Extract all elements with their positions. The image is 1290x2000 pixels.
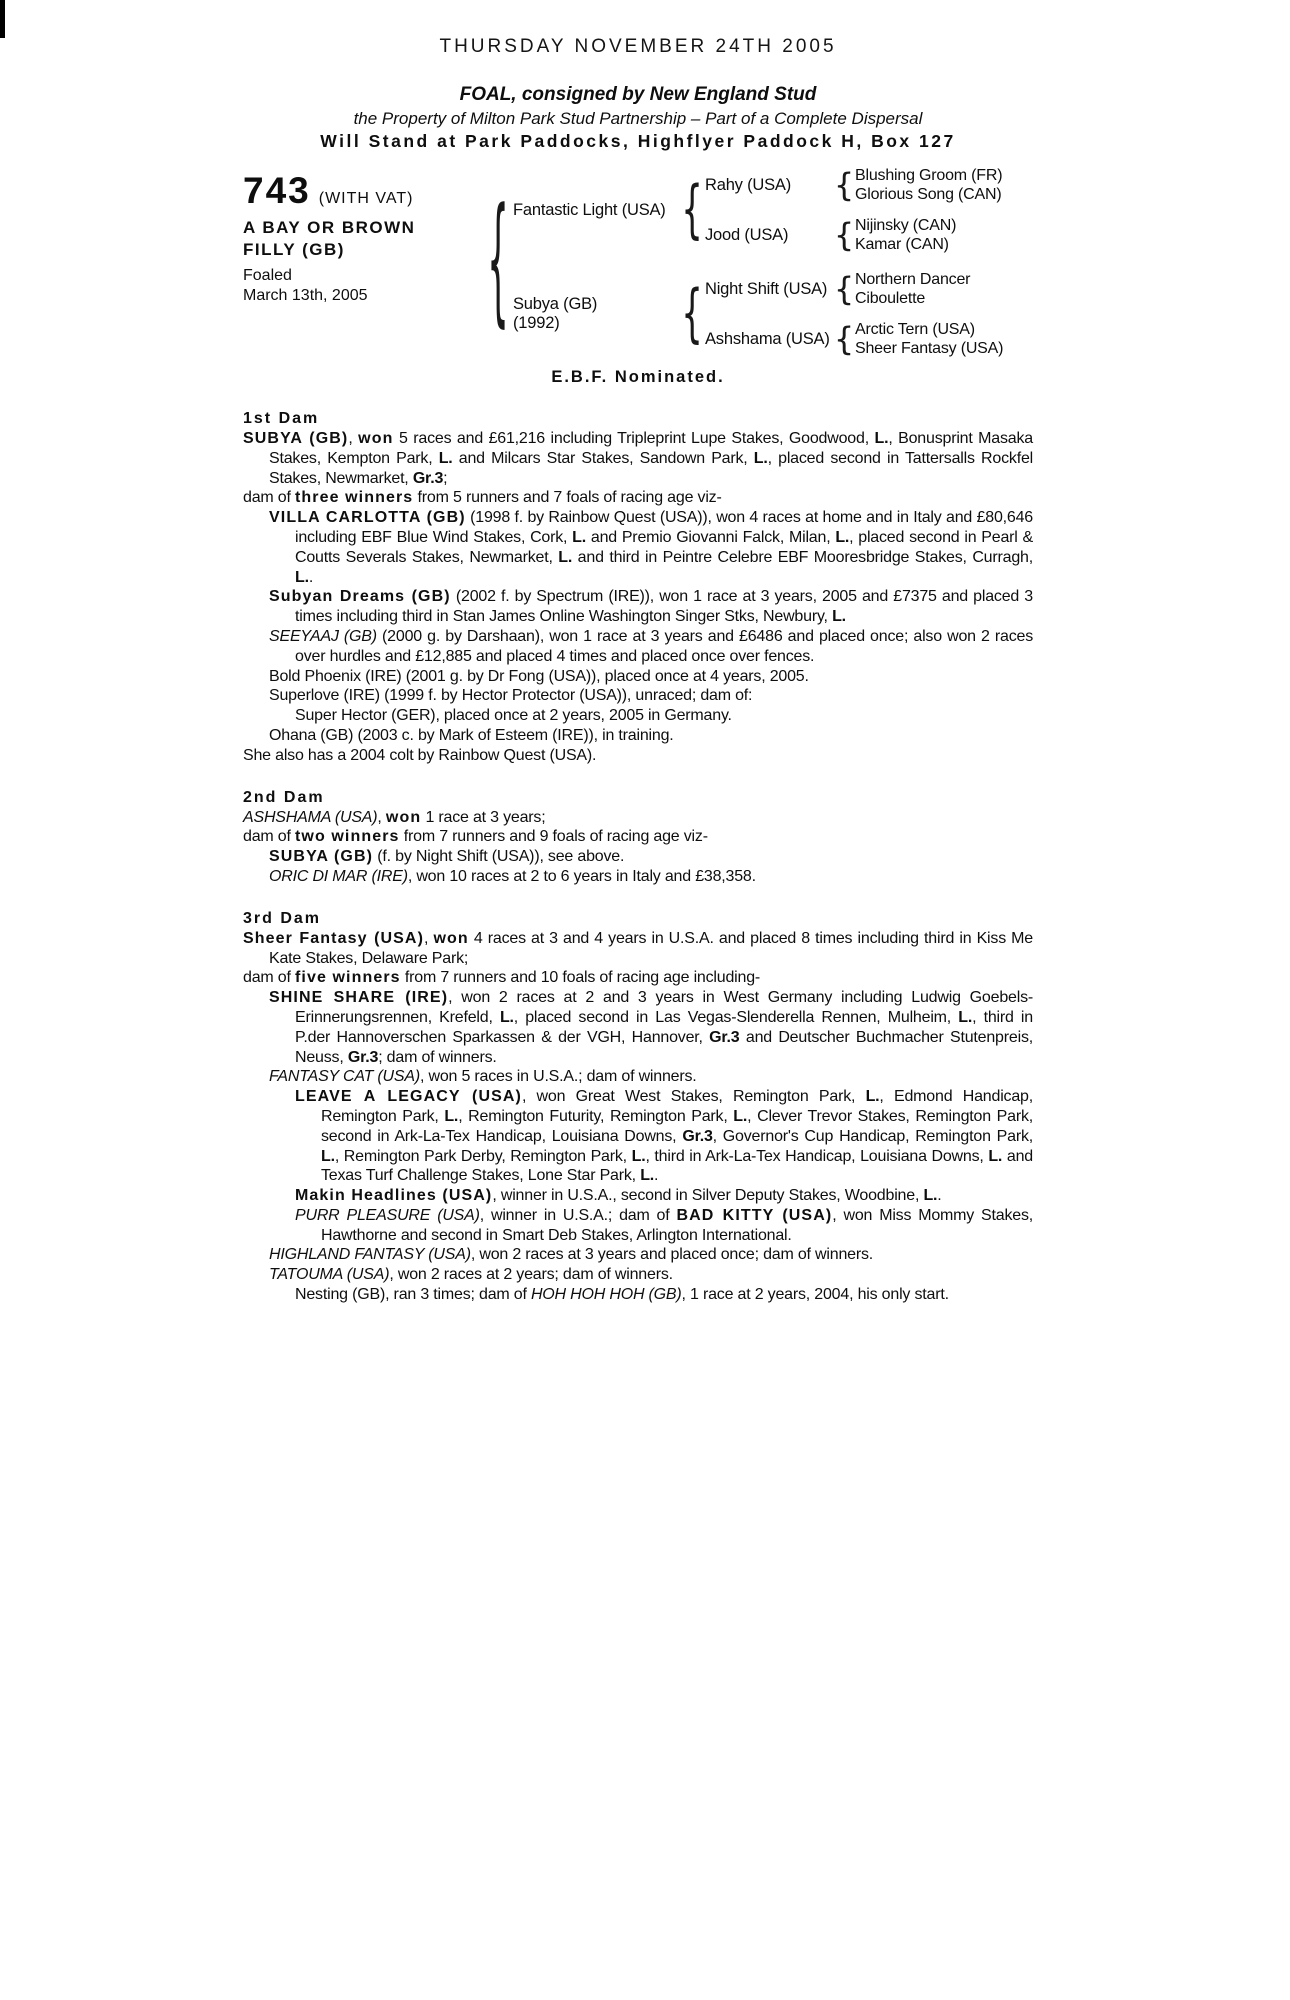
text-run: Gr.3: [347, 1048, 379, 1066]
text-run: Makin Headlines (USA): [295, 1187, 493, 1205]
catalog-paragraph: [243, 1265, 1033, 1285]
pedigree-brace-small: [837, 219, 851, 251]
text-run: L.: [572, 528, 586, 546]
text-run: LEAVE A LEGACY (USA): [295, 1088, 522, 1106]
pedigree-brace-small: [837, 169, 851, 201]
text-run: from 5 runners and 7 foals of racing age viz-: [413, 489, 722, 507]
great-grandparent-name: Ciboulette: [855, 290, 926, 307]
text-run: from 7 runners and 9 foals of racing age viz-: [399, 828, 708, 846]
text-run: BAD KITTY (USA): [676, 1206, 833, 1224]
sire-name: Fantastic Light (USA): [513, 200, 666, 219]
text-run: L.: [874, 430, 889, 447]
lot-number-row: [243, 172, 491, 210]
text-run: SHINE SHARE (IRE): [269, 989, 449, 1007]
text-run: , 1 race at 2 years, 2004, his only start.: [681, 1286, 949, 1304]
text-run: VILLA CARLOTTA (GB): [269, 509, 466, 527]
lot-info: [243, 172, 491, 306]
text-run: L.: [640, 1167, 655, 1185]
text-run: Superlove (IRE) (1999 f. by Hector Protector (USA)), unraced; dam of:: [269, 687, 753, 705]
pedigree-granddam-row: [705, 216, 1002, 254]
text-run: (f. by Night Shift (USA)), see above.: [373, 848, 625, 866]
great-grandparent-name: Nijinsky (CAN): [855, 217, 957, 234]
text-run: won: [358, 430, 394, 447]
text-run: Bold Phoenix (IRE) (2001 g. by Dr Fong (USA)), placed once at 4 years, 2005.: [269, 667, 809, 685]
catalog-paragraph: [243, 1285, 1033, 1305]
catalog-paragraph: [243, 429, 1033, 488]
lot-and-pedigree: [243, 167, 1033, 358]
dam-section-heading: 3rd Dam: [243, 909, 322, 927]
text-run: ,: [424, 929, 434, 947]
text-run: L.: [438, 449, 453, 467]
text-run: Gr.3: [682, 1127, 713, 1145]
pedigree-dam-row: [513, 270, 1003, 358]
text-run: SEEYAAJ (GB): [269, 627, 377, 645]
text-run: three winners: [294, 489, 414, 507]
text-run: Gr.3: [412, 469, 444, 487]
text-run: .: [308, 568, 314, 586]
text-run: 5 races and £61,216 including Tripleprint Lupe Stakes, Goodwood,: [393, 430, 875, 447]
text-run: Sheer Fantasy (USA): [243, 929, 425, 947]
text-run: , Remington Futurity, Remington Park,: [458, 1107, 734, 1125]
text-run: , won 5 races in U.S.A.; dam of winners.: [419, 1068, 697, 1086]
scan-artifact-mark: [0, 0, 5, 38]
text-run: .: [654, 1167, 659, 1185]
text-run: dam of: [243, 489, 295, 507]
catalog-paragraph: [243, 1206, 1033, 1246]
great-grandparent-name: Sheer Fantasy (USA): [855, 340, 1004, 357]
text-run: and Premio Giovanni Falck, Milan,: [586, 528, 836, 546]
text-run: L.: [958, 1008, 973, 1026]
pedigree-brace-small: [837, 273, 851, 305]
lot-description-line1: A BAY OR BROWN: [243, 218, 416, 237]
text-run: ; dam of winners.: [378, 1048, 497, 1066]
great-grandparents-column: [855, 320, 1003, 358]
catalog-content: [243, 0, 1033, 1305]
text-run: , Edmond Handicap, Remington Park,: [321, 1088, 1033, 1125]
lot-number: 743: [243, 170, 311, 211]
text-run: two winners: [294, 828, 400, 846]
ebf-nominated-line: E.B.F. Nominated.: [551, 368, 725, 386]
catalog-paragraph: [243, 968, 1033, 988]
text-run: HOH HOH HOH (GB): [530, 1286, 682, 1304]
text-run: Nesting (GB), ran 3 times; dam of: [295, 1286, 531, 1304]
text-run: , won 2 races at 3 years and placed once; dam of winners.: [470, 1246, 874, 1264]
text-run: L.: [832, 608, 846, 626]
catalog-paragraph: [243, 1087, 1033, 1186]
property-line: the Property of Milton Park Stud Partnership – Part of a Complete Dispersal: [353, 109, 923, 128]
text-run: , won Miss Mommy Stakes, Hawthorne and second in Smart Deb Stakes, Arlington International.: [321, 1206, 1034, 1244]
catalog-paragraph: [243, 1245, 1033, 1265]
text-run: SUBYA (GB): [243, 430, 349, 447]
dam-parents-column: [705, 270, 1003, 358]
text-run: , Clever Trevor Stakes, Remington Park, second in Ark-La-Tex Handicap, Louisiana Downs,: [321, 1107, 1033, 1145]
text-run: ,: [377, 808, 386, 826]
text-run: L.: [558, 548, 573, 566]
text-run: ,: [348, 430, 359, 447]
text-run: L.: [444, 1107, 459, 1125]
catalog-paragraph: [243, 746, 1033, 766]
text-run: , winner in U.S.A.; dam of: [479, 1206, 677, 1224]
great-grandparent-name: Glorious Song (CAN): [855, 186, 1002, 203]
text-run: Subyan Dreams (GB): [269, 588, 451, 606]
lot-description-line2: FILLY (GB): [243, 240, 345, 259]
text-run: dam of: [243, 969, 295, 987]
text-run: , won 10 races at 2 to 6 years in Italy and £38,358.: [407, 867, 756, 885]
catalog-paragraph: [243, 1186, 1033, 1206]
text-run: 1 race at 3 years;: [421, 808, 546, 826]
text-run: PURR PLEASURE (USA): [295, 1206, 480, 1224]
sire-dam-name: Jood (USA): [705, 225, 789, 244]
text-run: L.: [295, 568, 309, 586]
dam-section-heading: 1st Dam: [243, 410, 320, 427]
lot-description: [243, 217, 491, 261]
catalog-paragraph: [243, 706, 1033, 726]
dam-sections: [243, 409, 1033, 1305]
pedigree-grandsire-row: [705, 270, 1003, 308]
text-run: ORIC DI MAR (IRE): [269, 867, 408, 885]
text-run: L.: [321, 1147, 335, 1165]
dam-name-cell: [513, 295, 685, 333]
text-run: 4 races at 3 and 4 years in U.S.A. and placed 8 times including third in Kiss Me Kate Stakes, Delaware Park;: [269, 929, 1033, 967]
text-run: , third in P.der Hannoverschen Sparkassen & der VGH, Hannover,: [295, 1008, 1033, 1046]
catalog-paragraph: [243, 808, 1033, 828]
text-run: dam of: [243, 828, 295, 846]
text-run: won: [385, 808, 422, 826]
text-run: , third in Ark-La-Tex Handicap, Louisiana Downs,: [645, 1147, 989, 1165]
text-run: Super Hector (GER), placed once at 2 years, 2005 in Germany.: [295, 707, 732, 725]
text-run: , won Great West Stakes, Remington Park,: [521, 1088, 866, 1106]
catalog-paragraph: [243, 929, 1033, 969]
text-run: (1998 f. by Rainbow Quest (USA)), won 4 races at home and in Italy and £80,646 including EBF Blue Wind Stakes, Cork,: [295, 509, 1033, 546]
sire-parents-column: [705, 166, 1002, 254]
sire-sire-name: Rahy (USA): [705, 175, 792, 194]
text-run: (2000 g. by Darshaan), won 1 race at 3 years and £6486 and placed once; also won 2 races over hurdles and £12,885 and placed 4 times and placed once over fences.: [295, 627, 1033, 665]
dam-sire-name: Night Shift (USA): [705, 279, 828, 298]
pedigree-gen1-column: [513, 166, 1003, 358]
text-run: , won 2 races at 2 and 3 years in West Germany including Ludwig Goebels-Erinnerungsrennen, Krefeld,: [295, 989, 1033, 1026]
text-run: from 7 runners and 10 foals of racing age including-: [400, 969, 761, 987]
foaled-label: Foaled: [243, 267, 292, 284]
great-grandparents-column: [855, 216, 956, 254]
consignment-line: FOAL, consigned by New England Stud: [459, 84, 817, 105]
catalog-paragraph: [243, 508, 1033, 587]
catalog-paragraph: [243, 686, 1033, 706]
text-run: SUBYA (GB): [269, 848, 374, 866]
text-run: Gr.3: [709, 1028, 740, 1046]
pedigree-grandsire-row: [705, 166, 1002, 204]
text-run: , placed second in Las Vegas-Slenderella Rennen, Mulheim,: [513, 1008, 959, 1026]
pedigree-granddam-row: [705, 320, 1003, 358]
text-run: ASHSHAMA (USA): [243, 808, 378, 826]
catalog-paragraph: [243, 847, 1033, 867]
text-run: L.: [733, 1107, 748, 1125]
pedigree-brace-dam: [685, 297, 699, 331]
catalog-paragraph: [243, 1067, 1033, 1087]
great-grandparents-column: [855, 270, 970, 308]
pedigree-sire-row: [513, 166, 1003, 254]
text-run: .: [937, 1187, 942, 1205]
great-grandparent-name: Northern Dancer: [855, 271, 971, 288]
text-run: L.: [631, 1147, 646, 1165]
pedigree-tree: [491, 166, 1003, 358]
text-run: TATOUMA (USA): [269, 1266, 390, 1284]
text-run: , placed second in Tattersalls Rockfel Stakes, Newmarket,: [269, 449, 1033, 487]
text-run: and Texas Turf Challenge Stakes, Lone Star Park,: [321, 1147, 1033, 1185]
text-run: , Governor's Cup Handicap, Remington Park,: [712, 1127, 1034, 1145]
pedigree-brace-gen1: [491, 245, 505, 279]
dam-section-heading: 2nd Dam: [243, 788, 325, 806]
catalog-paragraph: [243, 726, 1033, 746]
text-run: and third in Peintre Celebre EBF Mooresbridge Stakes, Curragh,: [572, 548, 1033, 566]
text-run: five winners: [294, 969, 401, 987]
text-run: and Milcars Star Stakes, Sandown Park,: [452, 449, 754, 467]
catalog-paragraph: [243, 827, 1033, 847]
text-run: HIGHLAND FANTASY (USA): [269, 1246, 471, 1264]
text-run: She also has a 2004 colt by Rainbow Quest (USA).: [243, 746, 597, 764]
text-run: , Bonusprint Masaka Stakes, Kempton Park,: [269, 430, 1033, 467]
catalog-paragraph: [243, 488, 1033, 508]
text-run: , placed second in Pearl & Coutts Severals Stakes, Newmarket,: [295, 528, 1033, 566]
text-run: L.: [988, 1147, 1003, 1165]
text-run: (2002 f. by Spectrum (IRE)), won 1 race at 3 years, 2005 and £7375 and placed 3 times including third in Stan James Online Washington Singer Stks, Newbury,: [295, 588, 1033, 626]
great-grandparents-column: [855, 166, 1002, 204]
text-run: ;: [443, 469, 448, 487]
great-grandparent-name: Blushing Groom (FR): [855, 167, 1003, 184]
foaled-date: March 13th, 2005: [243, 287, 368, 304]
pedigree-brace-small: [837, 323, 851, 355]
text-run: L.: [499, 1008, 514, 1026]
great-grandparent-name: Arctic Tern (USA): [855, 321, 975, 338]
catalog-paragraph: [243, 667, 1033, 687]
dam-dam-name: Ashshama (USA): [705, 329, 830, 348]
text-run: , Remington Park Derby, Remington Park,: [334, 1147, 632, 1165]
text-run: L.: [865, 1088, 880, 1106]
catalog-paragraph: [243, 627, 1033, 667]
catalog-paragraph: [243, 988, 1033, 1067]
text-run: and Deutscher Buchmacher Stutenpreis, Neuss,: [295, 1028, 1033, 1066]
lot-vat-note: (WITH VAT): [318, 190, 414, 207]
text-run: FANTASY CAT (USA): [269, 1068, 420, 1086]
catalog-paragraph: [243, 587, 1033, 627]
text-run: , winner in U.S.A., second in Silver Deputy Stakes, Woodbine,: [492, 1187, 924, 1205]
text-run: L.: [835, 528, 850, 546]
text-run: won: [433, 929, 469, 947]
catalog-paragraph: [243, 867, 1033, 887]
dam-name: Subya (GB): [513, 295, 598, 313]
stand-location-line: Will Stand at Park Paddocks, Highflyer Paddock H, Box 127: [320, 131, 956, 151]
dam-year: (1992): [513, 314, 560, 332]
pedigree-brace-sire: [685, 193, 699, 227]
text-run: Ohana (GB) (2003 c. by Mark of Esteem (IRE)), in training.: [269, 726, 674, 744]
text-run: , won 2 races at 2 years; dam of winners.: [389, 1266, 673, 1284]
day-header: THURSDAY NOVEMBER 24TH 2005: [439, 36, 837, 57]
text-run: L.: [753, 449, 768, 467]
great-grandparent-name: Kamar (CAN): [855, 236, 949, 253]
text-run: L.: [923, 1187, 938, 1205]
